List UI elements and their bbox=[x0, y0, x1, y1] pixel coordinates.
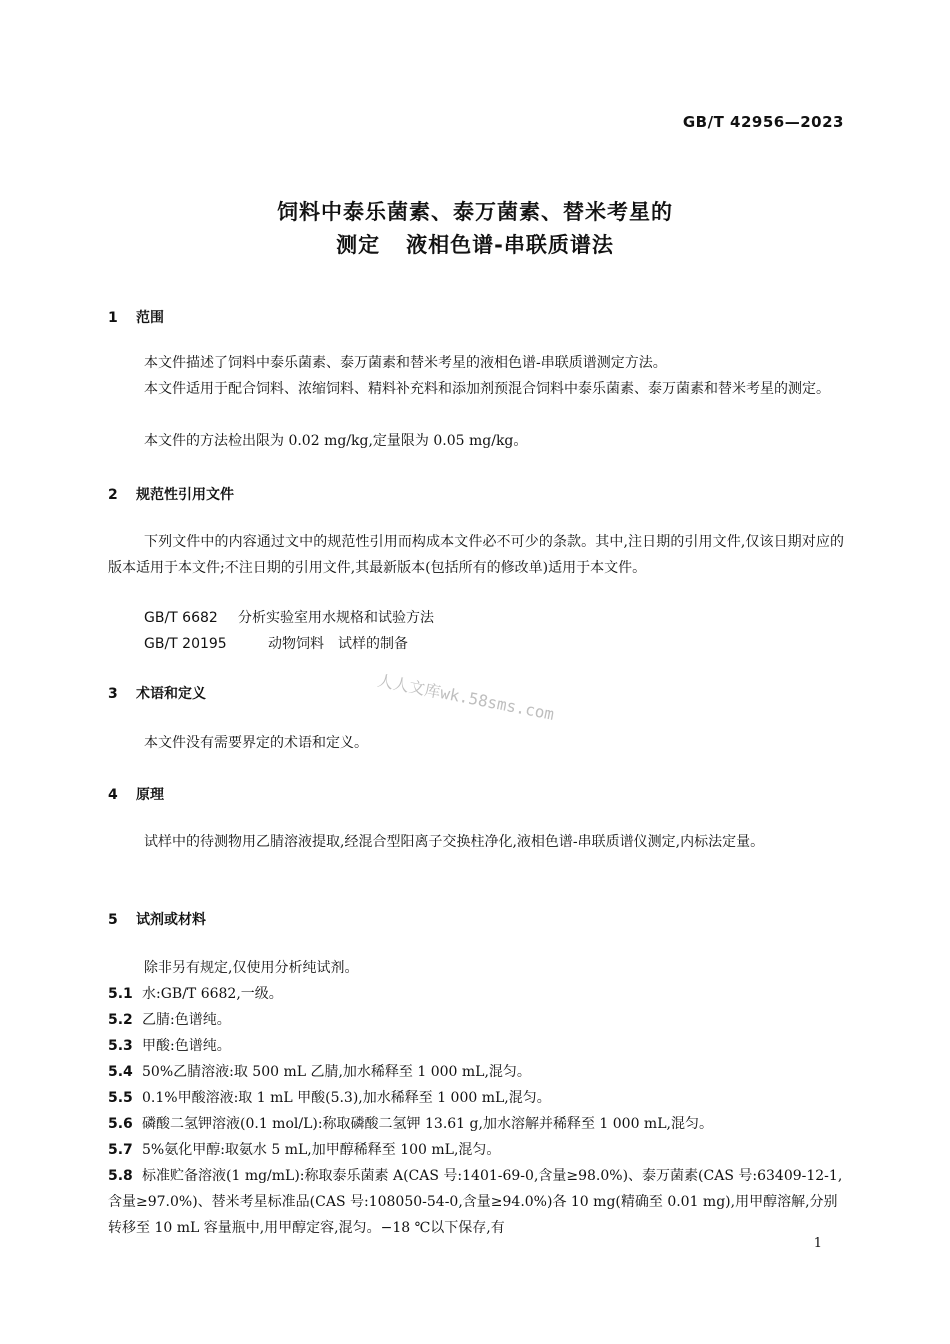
item-text: 5%氨化甲醇:取氨水 5 mL,加甲醇稀释至 100 mL,混匀。 bbox=[142, 1142, 501, 1158]
reference-title: 分析实验室用水规格和试验方法 bbox=[238, 610, 434, 626]
item-text: 0.1%甲酸溶液:取 1 mL 甲酸(5.3),加水稀释至 1 000 mL,混匀。 bbox=[142, 1090, 551, 1106]
item-number: 5.2 bbox=[108, 1012, 133, 1028]
item-number: 5.8 bbox=[108, 1168, 133, 1184]
section-number: 2 bbox=[108, 487, 118, 503]
document-title-line1: 饲料中泰乐菌素、泰万菌素、替米考星的 bbox=[277, 200, 673, 224]
item-number: 5.4 bbox=[108, 1064, 133, 1080]
standard-code: GB/T 42956—2023 bbox=[682, 113, 844, 131]
section-number: 4 bbox=[108, 787, 118, 803]
section-1-paragraph-2: 本文件适用于配合饲料、浓缩饲料、精料补充料和添加剂预混合饲料中泰乐菌素、泰万菌素和替米考星的测定。 bbox=[144, 381, 830, 397]
section-2-heading bbox=[108, 484, 234, 504]
item-number: 5.5 bbox=[108, 1090, 133, 1106]
section-5-intro: 除非另有规定,仅使用分析纯试剂。 bbox=[144, 960, 359, 976]
section-title: 术语和定义 bbox=[136, 686, 206, 702]
reagent-item bbox=[108, 1163, 844, 1241]
page-number: 1 bbox=[813, 1236, 822, 1251]
reference-code: GB/T 6682 bbox=[144, 610, 218, 626]
reagent-item bbox=[108, 1085, 844, 1111]
reagent-item bbox=[108, 1007, 844, 1033]
item-text: 50%乙腈溶液:取 500 mL 乙腈,加水稀释至 1 000 mL,混匀。 bbox=[142, 1064, 531, 1080]
section-1-paragraph-1: 本文件描述了饲料中泰乐菌素、泰万菌素和替米考星的液相色谱-串联质谱测定方法。 bbox=[144, 355, 667, 371]
title-line2-part-a: 测定 bbox=[336, 233, 381, 257]
reagent-item bbox=[108, 1137, 844, 1163]
reagent-item bbox=[108, 1111, 844, 1137]
item-text: 标准贮备溶液(1 mg/mL):称取泰乐菌素 A(CAS 号:1401-69-0,含量≥98.0%)、泰万菌素(CAS 号:63409-12-1,含量≥97.0%)、替米考星标准品(CAS 号:108050-54-0,含量≥94.0%)各 10 mg(精确至 0.01 mg),用甲醇溶解,分别转移至 10 mL 容量瓶中,用甲醇定容,混匀。−18 ℃以下保存,有 bbox=[108, 1168, 843, 1236]
reference-title: 动物饲料 试样的制备 bbox=[268, 636, 408, 652]
reagent-item bbox=[108, 981, 844, 1007]
normative-reference bbox=[144, 607, 434, 627]
section-4-heading bbox=[108, 784, 164, 804]
section-1-heading bbox=[108, 307, 164, 327]
section-1-paragraph-3: 本文件的方法检出限为 0.02 mg/kg,定量限为 0.05 mg/kg。 bbox=[144, 433, 528, 449]
section-3-heading bbox=[108, 683, 206, 703]
item-number: 5.7 bbox=[108, 1142, 133, 1158]
item-text: 磷酸二氢钾溶液(0.1 mol/L):称取磷酸二氢钾 13.61 g,加水溶解并稀释至 1 000 mL,混匀。 bbox=[142, 1116, 713, 1132]
section-title: 原理 bbox=[136, 787, 164, 803]
document-title-line2 bbox=[0, 229, 950, 259]
section-number: 1 bbox=[108, 310, 118, 326]
item-text: 水:GB/T 6682,一级。 bbox=[142, 986, 283, 1002]
title-line2-part-b: 液相色谱-串联质谱法 bbox=[406, 233, 614, 257]
watermark: 人人文库wk.58sms.com bbox=[375, 670, 556, 724]
item-text: 甲酸:色谱纯。 bbox=[142, 1038, 231, 1054]
item-number: 5.6 bbox=[108, 1116, 133, 1132]
section-2-paragraph-1: 下列文件中的内容通过文中的规范性引用而构成本文件必不可少的条款。其中,注日期的引用文件,仅该日期对应的版本适用于本文件;不注日期的引用文件,其最新版本(包括所有的修改单)适用于本文件。 bbox=[108, 534, 844, 576]
item-number: 5.1 bbox=[108, 986, 133, 1002]
reagent-item bbox=[108, 1059, 844, 1085]
normative-reference bbox=[144, 633, 408, 653]
section-title: 规范性引用文件 bbox=[136, 487, 234, 503]
section-5-heading bbox=[108, 909, 206, 929]
reference-code: GB/T 20195 bbox=[144, 636, 227, 652]
section-number: 3 bbox=[108, 686, 118, 702]
reagent-item bbox=[108, 1033, 844, 1059]
section-3-paragraph-1: 本文件没有需要界定的术语和定义。 bbox=[144, 735, 368, 751]
item-text: 乙腈:色谱纯。 bbox=[142, 1012, 231, 1028]
section-title: 范围 bbox=[136, 310, 164, 326]
item-number: 5.3 bbox=[108, 1038, 133, 1054]
section-title: 试剂或材料 bbox=[136, 912, 206, 928]
section-number: 5 bbox=[108, 912, 118, 928]
section-4-paragraph-1: 试样中的待测物用乙腈溶液提取,经混合型阳离子交换柱净化,液相色谱-串联质谱仪测定,内标法定量。 bbox=[144, 834, 765, 850]
